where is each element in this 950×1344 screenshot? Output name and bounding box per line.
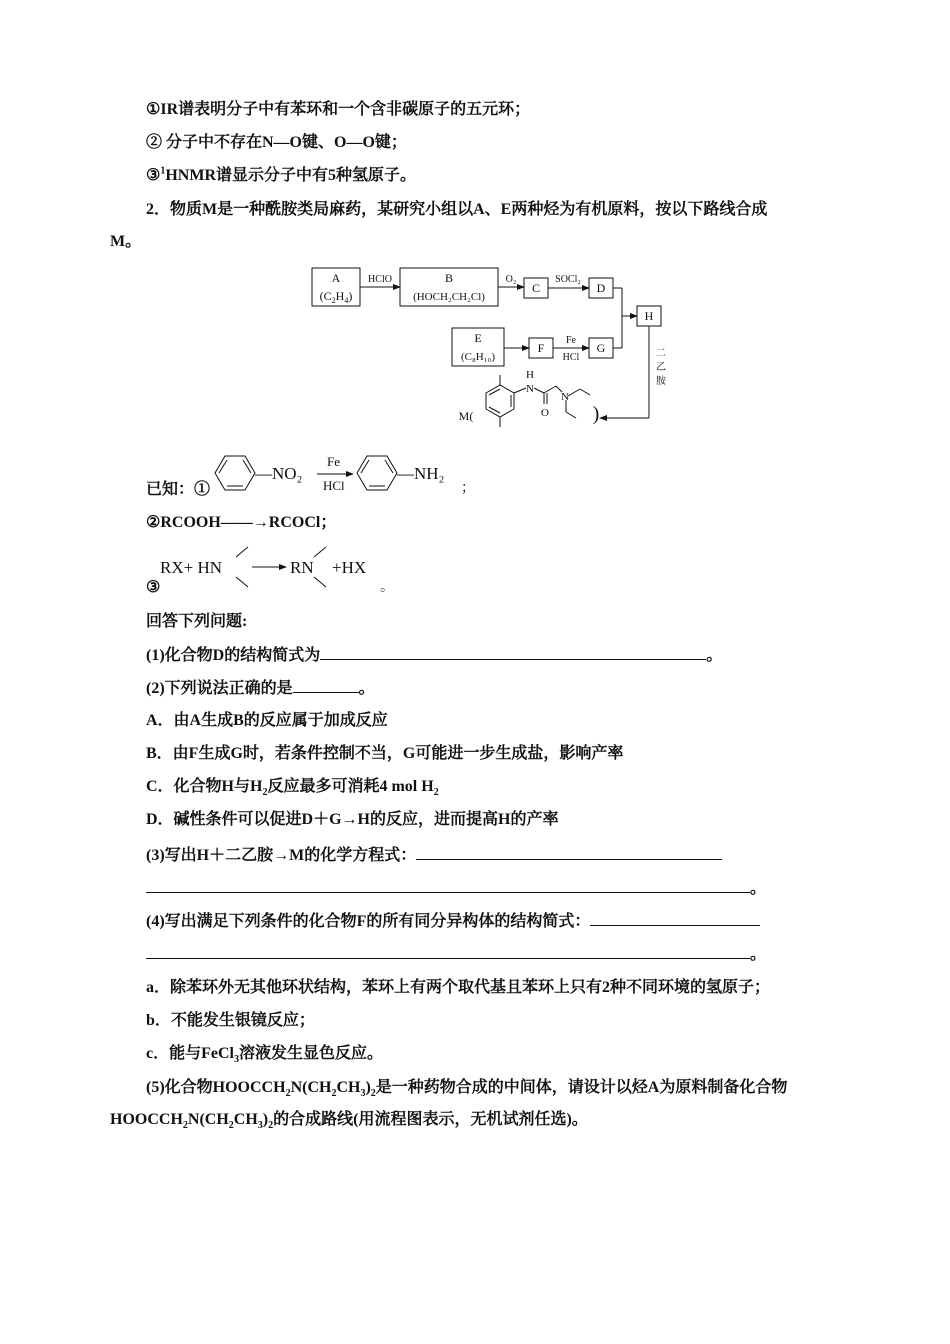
reagent-HM-3: 胺 — [656, 376, 666, 387]
D-name: D — [596, 281, 606, 295]
A-formula: $(C_2H_4)$ — [319, 289, 353, 305]
q2-option-a: A．由A生成B的反应属于加成反应 — [146, 712, 388, 729]
reagent-HM-1: 二 — [656, 348, 666, 359]
reagent-CD: SOCl₂ — [555, 274, 581, 285]
q3-line2: 。 — [146, 878, 766, 899]
k3-rx: RX+ HN — [160, 558, 223, 577]
q2-option-c: C．化合物H与$H_2$反应最多可消耗4 mol $H_2$ — [146, 778, 439, 799]
q5-line2: $HOOCCH_2N(CH_2CH_3)_2$的合成路线(用流程图表示，无机试剂任选)。 — [110, 1111, 588, 1132]
condition-1: ①IR谱表明分子中有苯环和一个含非碳原子的五元环； — [146, 101, 531, 118]
k3-rn: RN — [290, 558, 314, 577]
answer-intro: 回答下列问题: — [146, 613, 248, 630]
k3-end: 。 — [380, 580, 394, 595]
q4-condition-a: a．除苯环外无其他环状结构，苯环上有两个取代基且苯环上只有2种不同环境的氢原子； — [146, 979, 771, 996]
reagent-FG-bottom: HCl — [562, 352, 580, 363]
q3-blank-1[interactable] — [416, 845, 722, 860]
reagent-FG-top: Fe — [566, 335, 576, 346]
question2-intro-line1: 2．物质M是一种酰胺类局麻药，某研究小组以A、E两种烃为有机原料，按以下路线合成 — [146, 201, 768, 218]
q3: (3)写出H＋二乙胺→M的化学方程式： — [146, 845, 722, 866]
q4: (4)写出满足下列条件的化合物F的所有同分异构体的结构简式： — [146, 911, 760, 932]
known-reaction-1 — [205, 448, 475, 498]
condition-2: ② 分子中不存在N—O键、O—O键； — [146, 134, 407, 151]
C-name: C — [531, 281, 541, 295]
q2-option-d: D．碱性条件可以促进D＋G→H的反应，进而提高H的产率 — [146, 811, 559, 828]
q2-option-b: B．由F生成G时，若条件控制不当，G可能进一步生成盐，影响产率 — [146, 745, 624, 762]
q4-condition-b: b．不能发生银镜反应； — [146, 1012, 315, 1029]
condition-3: ③$^1$HNMR谱显示分子中有5种氢原子。 — [146, 165, 417, 184]
k1-no2: —NO₂ — [255, 464, 303, 483]
F-name: F — [537, 341, 545, 355]
reagent-AB: HClO — [368, 274, 392, 285]
k1-end: ； — [461, 481, 475, 496]
atom-N-amine: N — [561, 391, 569, 403]
reagent-HM-2: 乙 — [656, 362, 666, 373]
k1-nh2: —NH₂ — [397, 464, 445, 483]
M-close: ) — [592, 403, 600, 425]
A-name: A — [331, 271, 341, 285]
q4-line2: 。 — [146, 944, 766, 965]
q2: (2)下列说法正确的是 。 — [146, 680, 375, 697]
H-name: H — [644, 309, 654, 323]
E-name: E — [474, 331, 482, 345]
q1: (1)化合物D的结构简式为 。 — [146, 647, 723, 664]
G-name: G — [596, 341, 606, 355]
q1-blank[interactable] — [320, 645, 706, 660]
k1-top: Fe — [327, 454, 340, 469]
q5-line1: (5)化合物$HOOCCH_2N(CH_2CH_3)_2$是一种药物合成的中间体，请设计以烃A为原料制备化合物 — [146, 1079, 788, 1100]
reagent-BC: O₂ — [505, 274, 517, 285]
q2-blank[interactable] — [293, 678, 359, 693]
E-formula: (C₈H₁₀) — [460, 351, 496, 363]
known-3-label: ③ — [146, 579, 161, 596]
atom-N-amide: N — [526, 383, 534, 395]
k1-bottom: HCl — [323, 478, 345, 493]
question2-intro-line2: M。 — [110, 233, 142, 250]
B-name: B — [444, 271, 454, 285]
M-label: M( — [458, 409, 474, 423]
known-label: 已知：① — [146, 481, 211, 498]
atom-H: H — [526, 369, 534, 381]
q4-blank-1[interactable] — [590, 911, 760, 926]
known-2: ②RCOOH——→RCOCl； — [146, 514, 337, 531]
atom-O: O — [541, 407, 549, 419]
synthesis-scheme — [300, 258, 680, 448]
known-reaction-3 — [160, 545, 400, 595]
q3-blank-2[interactable] — [146, 878, 750, 893]
q4-blank-2[interactable] — [146, 944, 750, 959]
k3-hx: +HX — [332, 558, 367, 577]
B-formula: (HOCH₂CH₂Cl) — [413, 291, 485, 303]
q4-condition-c: c．能与FeCl$_3$溶液发生显色反应。 — [146, 1045, 383, 1066]
